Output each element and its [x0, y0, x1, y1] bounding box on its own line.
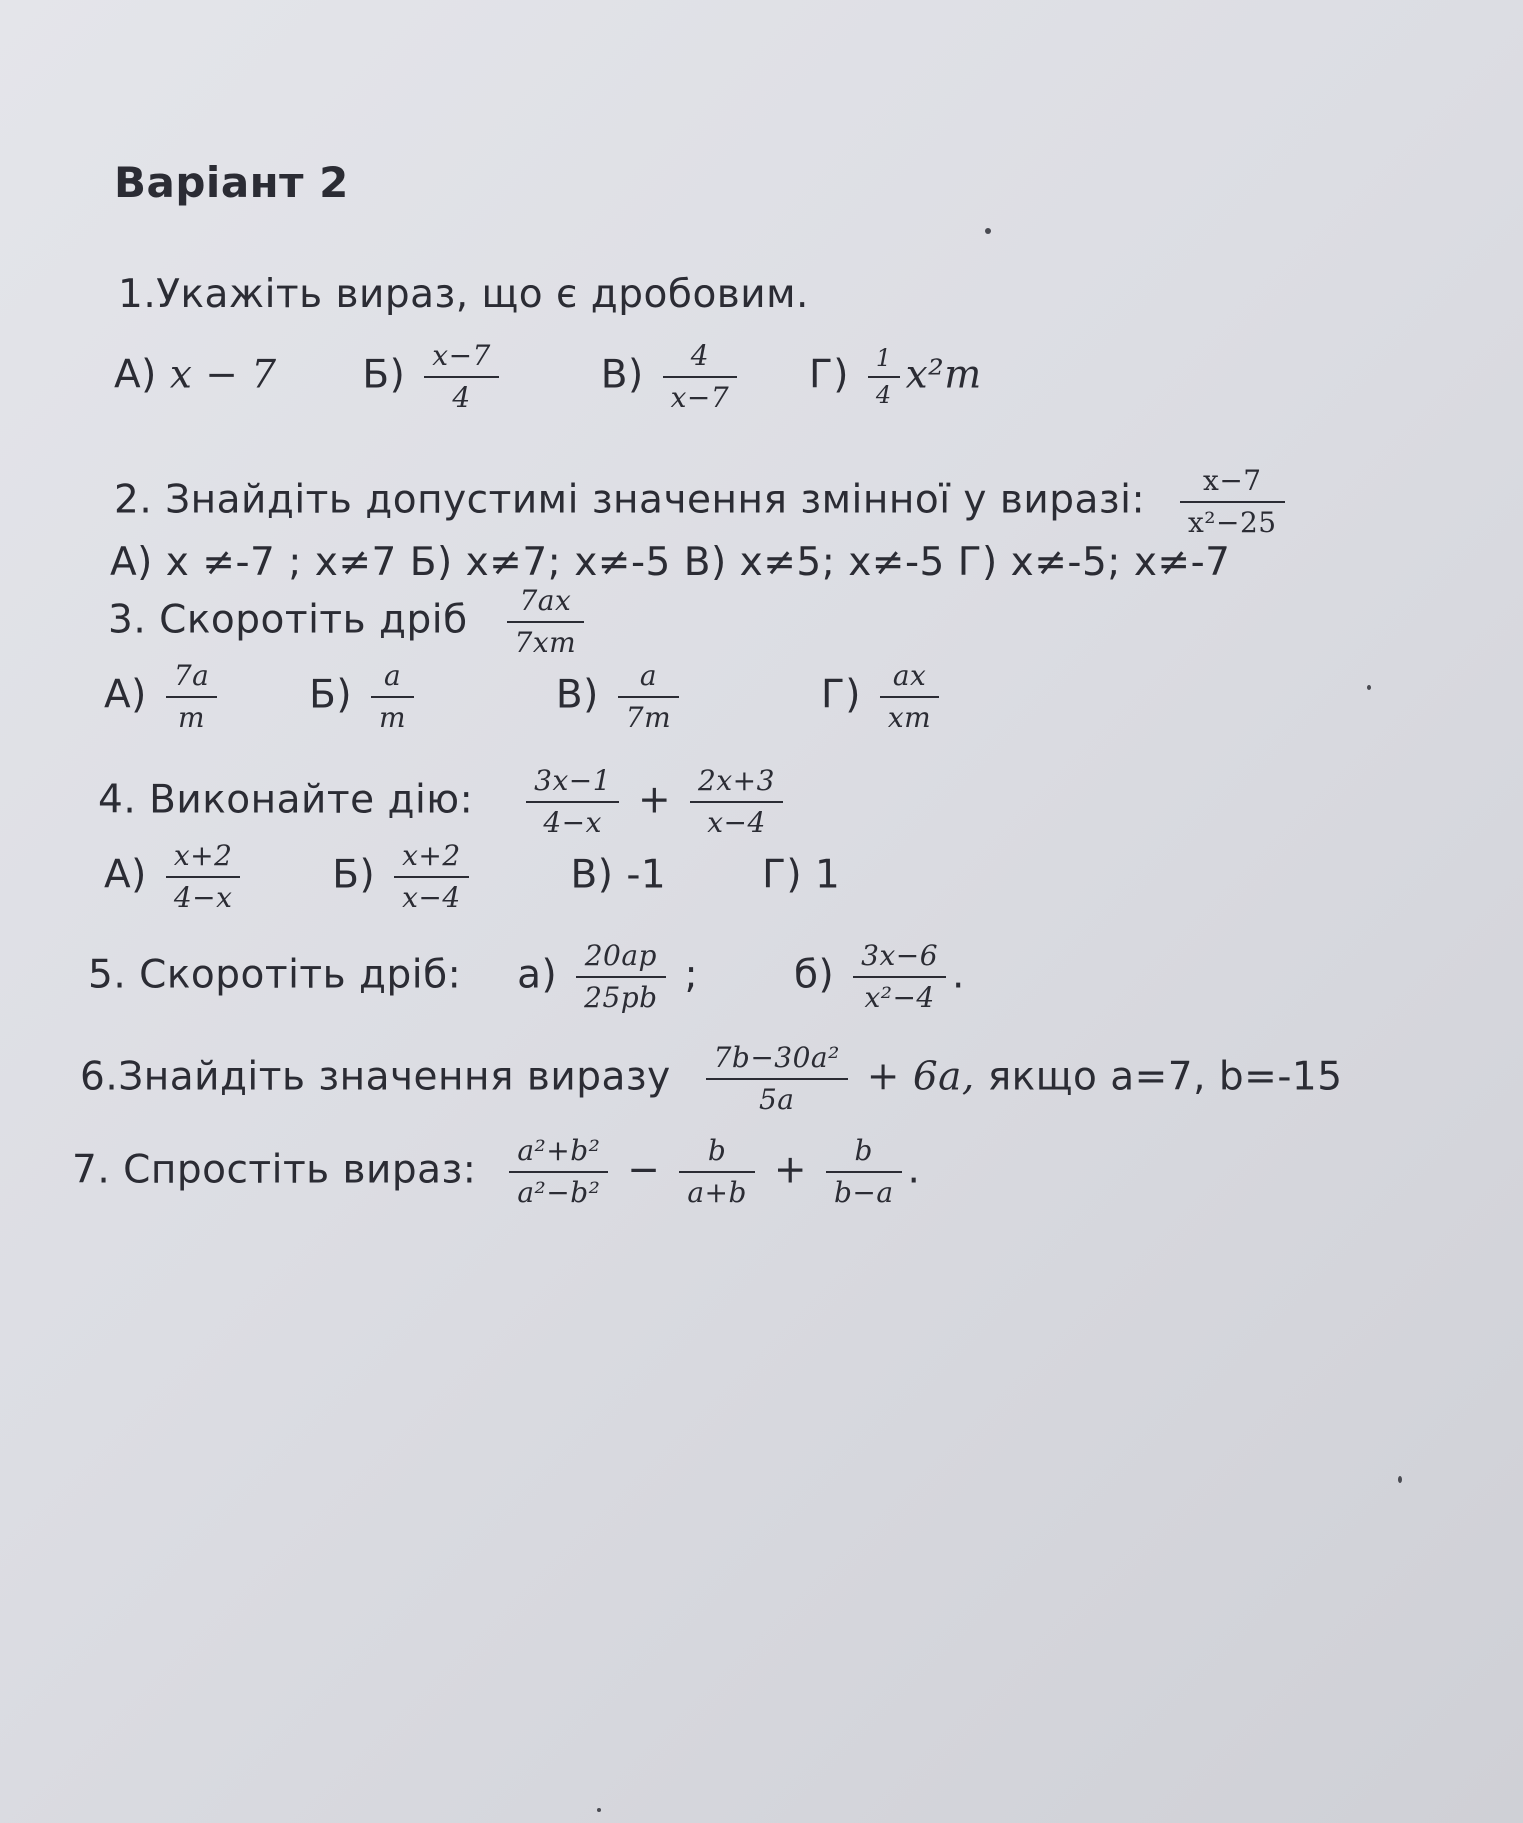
q2-denominator: x²−25 [1188, 506, 1277, 540]
q3-b-numerator: a [383, 659, 402, 692]
q5-end-mark: . [952, 952, 965, 998]
q4-a-numerator: x+2 [173, 839, 233, 872]
q7-f1-denominator: a²−b² [517, 1176, 601, 1210]
paper-speck [597, 1808, 601, 1812]
question-1-text: 1.Укажіть вираз, що є дробовим. [118, 272, 809, 317]
q3-option-a-label: А) [104, 672, 147, 718]
question-5-prompt: 5. Скоротіть дріб: [88, 952, 462, 998]
question-2-answers: А) x ≠-7 ; x≠7 Б) x≠7; x≠-5 В) x≠5; x≠-5 Г) x≠-5; x≠-7 [110, 540, 1231, 585]
q1-c-denominator: x−7 [670, 381, 730, 415]
question-3-options [104, 660, 945, 734]
question-2-text [114, 465, 1291, 539]
q1-option-d-label: Г) [808, 352, 849, 398]
q3-d-denominator: xm [887, 701, 932, 735]
q7-end-mark: . [907, 1147, 921, 1193]
q3-b-denominator: m [379, 701, 407, 735]
q3-denominator: 7xm [514, 626, 577, 660]
paper-speck [1398, 1476, 1402, 1483]
q7-f3-numerator: b [854, 1134, 873, 1167]
q3-c-numerator: a [639, 659, 658, 692]
q1-option-b-fraction [424, 340, 499, 414]
q3-c-denominator: 7m [625, 701, 672, 735]
paper-speck [985, 228, 991, 234]
q5-b-numerator: 3x−6 [861, 939, 939, 972]
q6-condition: якщо a=7, b=-15 [987, 1054, 1343, 1100]
q4-fraction-1 [526, 765, 619, 839]
q4-f2-numerator: 2x+3 [698, 764, 775, 797]
q6-numerator: 7b−30a² [713, 1041, 840, 1074]
q5-b-denominator: x²−4 [864, 981, 935, 1015]
q7-operator-1: − [627, 1147, 661, 1193]
q1-option-d-tail: x²m [905, 352, 982, 398]
q7-f2-numerator: b [707, 1134, 727, 1167]
q5-a-numerator: 20ap [584, 939, 657, 972]
q4-f1-numerator: 3x−1 [534, 764, 612, 797]
q4-f1-denominator: 4−x [543, 806, 602, 840]
question-1-options [114, 340, 982, 414]
q3-option-d-fraction [880, 660, 939, 734]
q7-f2-denominator: a+b [687, 1176, 747, 1210]
q6-fraction [706, 1042, 848, 1116]
q1-b-denominator: 4 [452, 381, 471, 415]
q5-part-a-fraction [576, 940, 665, 1014]
q1-option-c-fraction [663, 340, 738, 414]
q7-fraction-1 [509, 1135, 608, 1209]
question-5-text [88, 940, 965, 1014]
q1-d-numerator: 1 [875, 343, 892, 372]
q1-option-a-label: А) [114, 352, 157, 398]
q7-f1-numerator: a²+b² [517, 1134, 601, 1167]
q4-option-c: В) -1 [570, 852, 667, 898]
question-2-prompt: 2. Знайдіть допустимі значення змінної у виразі: [114, 477, 1146, 523]
q4-option-a-fraction [166, 840, 241, 914]
q1-c-numerator: 4 [690, 339, 710, 372]
q3-option-c-label: В) [555, 672, 599, 718]
question-3-text [108, 585, 590, 659]
q4-f2-denominator: x−4 [707, 806, 766, 840]
q4-option-d: Г) 1 [762, 852, 841, 898]
q1-d-denominator: 4 [875, 381, 892, 410]
q4-option-b-fraction [394, 840, 469, 914]
q3-numerator: 7ax [519, 584, 572, 617]
q5-separator: ; [684, 952, 699, 998]
q6-expression-tail: + 6a, [866, 1054, 975, 1100]
q3-option-a-fraction [166, 660, 218, 734]
q4-option-b-label: Б) [332, 852, 376, 898]
q4-operator: + [637, 777, 672, 823]
page-title: Варіант 2 [114, 158, 349, 207]
q2-numerator: x−7 [1203, 464, 1262, 497]
q3-a-numerator: 7a [173, 659, 210, 692]
q3-option-c-fraction [618, 660, 679, 734]
question-2-fraction [1180, 465, 1285, 539]
q7-fraction-2 [679, 1135, 755, 1209]
q5-part-b-label: б) [793, 952, 835, 998]
q7-operator-2: + [773, 1147, 808, 1193]
question-3-prompt: 3. Скоротіть дріб [108, 597, 468, 643]
q7-f3-denominator: b−a [833, 1176, 894, 1210]
q3-option-b-fraction [371, 660, 414, 734]
q6-denominator: 5a [758, 1083, 795, 1117]
q3-a-denominator: m [178, 701, 206, 735]
question-7-prompt: 7. Спростіть вираз: [72, 1147, 477, 1193]
q5-a-denominator: 25pb [584, 981, 658, 1015]
question-4-text [98, 765, 789, 839]
q1-option-a-expr: x − 7 [169, 352, 277, 398]
q3-option-d-label: Г) [820, 672, 861, 718]
q1-b-numerator: x−7 [432, 339, 491, 372]
question-7-text [72, 1135, 920, 1209]
q4-option-a-label: А) [104, 852, 147, 898]
paper-speck [1367, 685, 1371, 690]
question-4-prompt: 4. Виконайте дію: [98, 777, 474, 823]
q1-option-c-label: В) [600, 352, 644, 398]
q3-option-b-label: Б) [309, 672, 353, 718]
q5-part-a-label: а) [517, 952, 558, 998]
q7-fraction-3 [826, 1135, 902, 1209]
q4-fraction-2 [690, 765, 783, 839]
q1-option-b-label: Б) [362, 352, 406, 398]
q4-b-denominator: x−4 [402, 881, 461, 915]
q5-part-b-fraction [853, 940, 946, 1014]
question-6-text [80, 1042, 1343, 1116]
q4-a-denominator: 4−x [173, 881, 233, 915]
question-3-fraction [507, 585, 585, 659]
q4-b-numerator: x+2 [402, 839, 461, 872]
question-6-prompt: 6.Знайдіть значення виразу [80, 1054, 671, 1100]
question-4-options [104, 840, 840, 914]
q3-d-numerator: ax [892, 659, 927, 692]
q1-option-d-fraction [868, 345, 900, 410]
